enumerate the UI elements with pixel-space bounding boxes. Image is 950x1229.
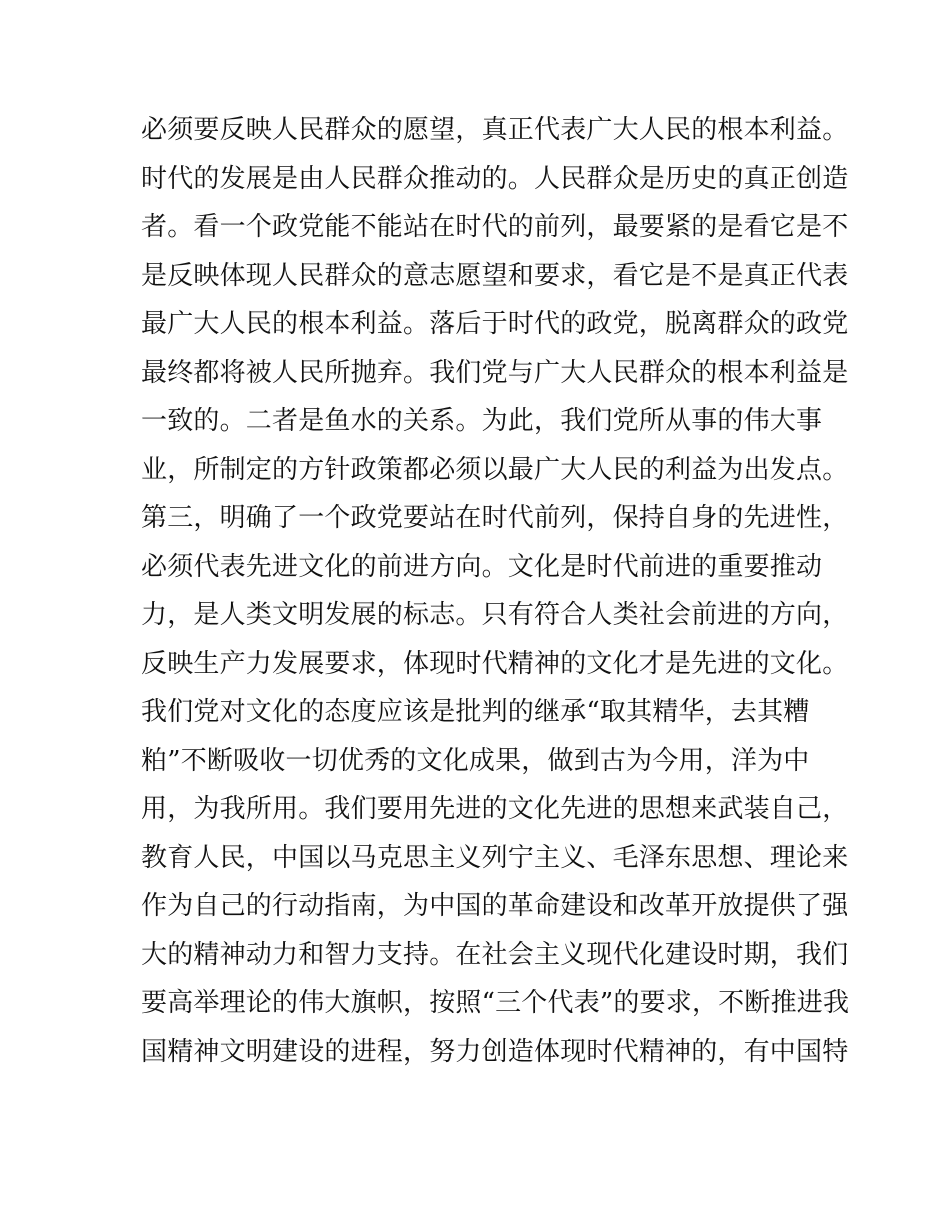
text-line: 国精神文明建设的进程，努力创造体现时代精神的，有中国特 [141,1036,849,1067]
text-line: 教育人民，中国以马克思主义列宁主义、毛泽东思想、理论来 [141,842,849,873]
text-line: 必须要反映人民群众的愿望，真正代表广大人民的根本利益。 [141,115,849,145]
text-line: 力，是人类文明发展的标志。只有符合人类社会前进的方向， [141,600,849,630]
text-line: 大的精神动力和智力支持。在社会主义现代化建设时期，我们 [141,939,849,970]
text-line: 一致的。二者是鱼水的关系。为此，我们党所从事的伟大事 [141,406,823,436]
text-line: 必须代表先进文化的前进方向。文化是时代前进的重要推动 [141,551,823,582]
text-line: 时代的发展是由人民群众推动的。人民群众是历史的真正创造 [141,163,849,194]
text-line: 是反映体现人民群众的意志愿望和要求，看它是不是真正代表 [141,260,849,291]
text-line: 我们党对文化的态度应该是批判的继承“取其精华，去其糟 [141,697,810,727]
text-line: 反映生产力发展要求，体现时代精神的文化才是先进的文化。 [141,648,849,679]
text-line: 最广大人民的根本利益。落后于时代的政党，脱离群众的政党 [141,309,849,339]
text-line: 第三，明确了一个政党要站在时代前列，保持自身的先进性， [141,503,849,533]
text-line: 作为自己的行动指南，为中国的革命建设和改革开放提供了强 [141,891,849,921]
text-line: 者。看一个政党能不能站在时代的前列，最要紧的是看它是不 [141,212,849,242]
text-line: 粕”不断吸收一切优秀的文化成果，做到古为今用，洋为中 [141,745,810,776]
text-line: 最终都将被人民所抛弃。我们党与广大人民群众的根本利益是 [141,357,849,388]
text-line: 要高举理论的伟大旗帜，按照“三个代表”的要求，不断推进我 [141,988,850,1018]
body-text [141,106,850,1076]
text-line: 业，所制定的方针政策都必须以最广大人民的利益为出发点。 [141,454,849,485]
text-line: 用，为我所用。我们要用先进的文化先进的思想来武装自己， [141,794,849,824]
